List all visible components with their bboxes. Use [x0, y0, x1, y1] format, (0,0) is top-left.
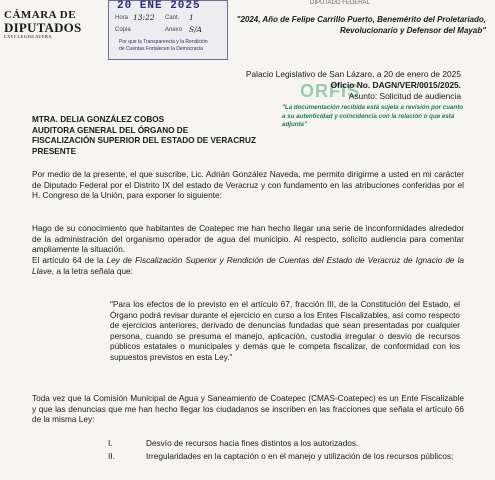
place-date: Palacio Legislativo de San Lázaro, a 20 de enero de 2025 — [245, 69, 461, 79]
addressee-name: MTRA. DELIA GONZÁLEZ COBOS — [32, 115, 165, 124]
list-item-number: II. — [108, 452, 115, 461]
addressee-role-1: AUDITORA GENERAL DEL ÓRGANO DE — [32, 125, 189, 135]
stamp-copia-label: Copia — [115, 27, 131, 33]
list-item — [108, 452, 468, 476]
logo-line-3: LXVI LEGISLATURA — [4, 34, 52, 39]
stamp-line-1: Por que la Transparencia y la Rendición — [119, 39, 208, 45]
stamp-hora-value: 13:22 — [133, 13, 155, 22]
stamp-anexo-value: S/A — [189, 25, 203, 34]
paragraph-4: Toda vez que la Comisión Municipal de Agua y Saneamiento de Coatepec (CMAS-Coatepec) es un Ente Fiscalizable y que las denuncias que me han hecho llegar los ciudadanos se inscriben en las fracciones que señala el artículo 66 de la misma Ley: — [32, 394, 464, 425]
stamp-line-2: de Cuentas Fortalecen la Democracia — [119, 46, 203, 52]
list-item — [108, 439, 468, 451]
stamp-anexo-label: Anexo — [165, 27, 183, 33]
top-right-fragment: DIPUTADO FEDERAL — [310, 0, 370, 6]
paragraph-3-pre: El artículo 64 de la — [32, 256, 107, 265]
list-item-text: Irregularidades en la captación o en el manejo y utilización de los recursos públicos; — [146, 452, 454, 461]
green-stamp-text: "La documentación recibida está sujeta a revisión por cuanto a su autenticidad y coincidencia con la relación o que está adjunta" — [282, 104, 464, 128]
motto: "2024, Año de Felipe Carrillo Puerto, Benemérito del Proletariado, Revolucionario y Defensor del Mayab" — [236, 15, 486, 35]
law-quote: "Para los efectos de lo previsto en el artículo 67, fracción III, de la Constitución del Estado, el Órgano podrá revisar durante el ejercicio en curso a los Entes Fiscalizables, así como respecto de ejercicios anteriores, derivado de denuncias fundadas que sean presentadas por cualquier persona, cuando se presuma el manejo, aplicación, custodia irregular o desvío de recursos públicos estatales o municipales y demás que le competa fiscalizar, de conformidad con los supuestos previstos en esta Ley." — [110, 300, 460, 362]
paragraph-3-post: , a la letra señala que: — [51, 266, 133, 276]
stamp-date: 20 ENE 2025 — [117, 0, 201, 12]
paragraph-3 — [32, 256, 464, 277]
addressee-role-2: FISCALIZACIÓN SUPERIOR DEL ESTADO DE VERACRUZ — [32, 136, 256, 146]
logo-line-2: DIPUTADOS — [4, 20, 82, 35]
stamp-hora-label: Hora — [115, 15, 129, 21]
list-item-number: I. — [108, 439, 113, 448]
paragraph-1: Por medio de la presente, el que suscribe, Lic. Adrián González Naveda, me permito dirigirme a usted en mi carácter de Diputado Federal por el Distrito IX del estado de Veracruz y con fundamento en las atribuciones conferidas por el H. Congreso de la Unión, para exponer lo siguiente: — [32, 170, 464, 201]
list-item-text: Desvío de recursos hacia fines distintos a los autorizados. — [146, 439, 359, 448]
addressee-presente: PRESENTE — [32, 146, 77, 156]
subject-line: Asunto: Solicitud de audiencia — [348, 91, 461, 101]
green-stamp-watermark: ORFIS — [300, 81, 361, 101]
reception-stamp — [108, 0, 228, 60]
logo-line-1: CÁMARA DE — [4, 9, 77, 21]
law-name: Ley de Fiscalización Superior y Rendición de Cuentas del Estado de Veracruz de Ignacio de la Llave — [32, 256, 464, 276]
stamp-cant-value: 1 — [189, 13, 194, 22]
chamber-logo — [4, 2, 92, 42]
addressee-block — [32, 115, 256, 157]
paragraph-2: Hago de su conocimiento que habitantes de Coatepec me han hecho llegar una serie de inconformidades alrededor de la administración del organismo operador de agua del municipio. Al respecto, solicito audiencia para comentar ampliamente la situación. — [32, 224, 464, 255]
stamp-cant-label: Cant. — [165, 15, 180, 21]
oficio-number: Oficio No. DAGN/VER/0015/2025. — [330, 80, 461, 90]
